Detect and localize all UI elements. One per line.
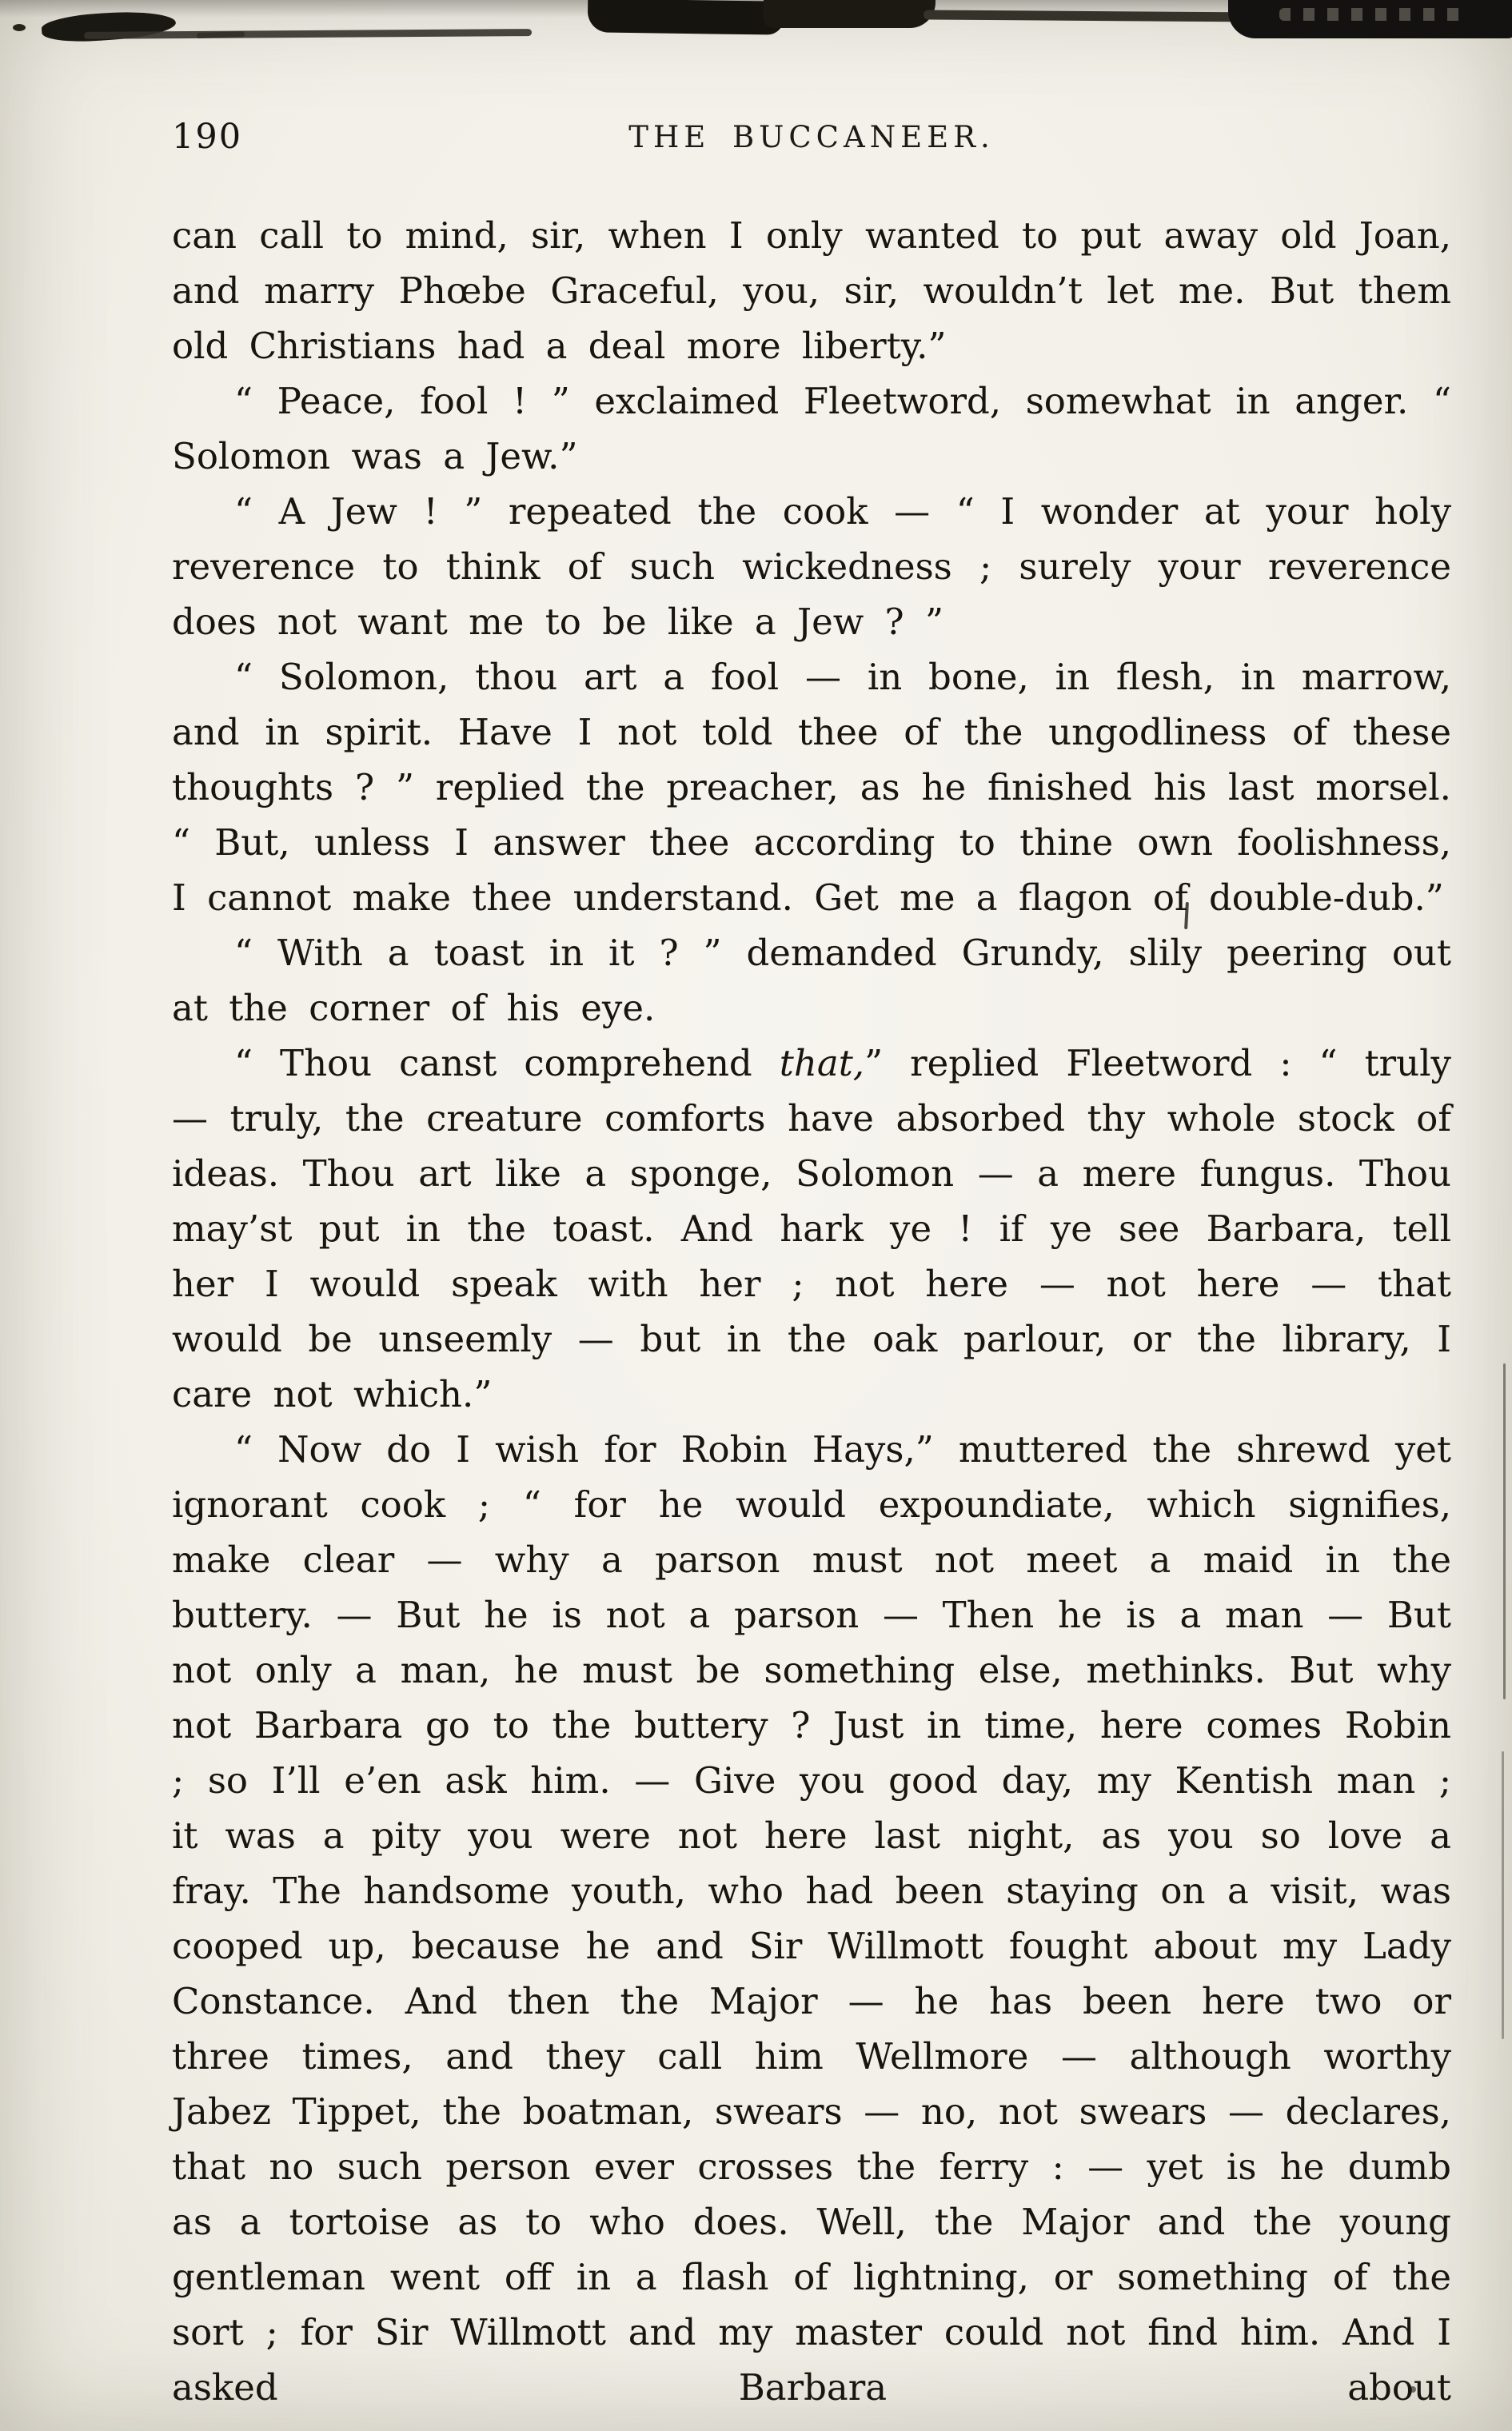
body-text-segment: “ A Jew ! ” repeated the cook — “ I wonder at your holy reverence to think of such wickedness ; surely your reverence does not want me to be like a Jew ? ” [172,490,1451,643]
page-header [172,117,1451,163]
paragraph [172,208,1451,373]
paragraph [172,1036,1451,1422]
body-text-segment: “ Peace, fool ! ” exclaimed Fleetword, somewhat in anger. “ Solomon was a Jew.” [172,380,1451,477]
scan-edge-line [1503,1363,1506,1699]
scan-ink-blob [41,8,177,45]
body-text-segment: “ Thou canst comprehend [234,1042,780,1084]
paragraph [172,484,1451,649]
body-text-segment: ” replied Fleetword : “ truly — truly, the creature comforts have absorbed thy whole stock of ideas. Thou art like a sponge, Solomon — a mere fungus. Thou may’st put in the toast. And hark ye ! if ye see Barbara, tell her I would speak with her ; not here — not here — that would be unseemly — but in the oak parlour, or the library, I care not which.” [172,1042,1451,1415]
running-title: THE BUCCANEER. [628,120,995,154]
paragraph [172,925,1451,1036]
paragraph [172,1422,1451,2415]
body-text-segment: “ With a toast in it ? ” demanded Grundy, slily peering out at the corner of his eye. [172,932,1451,1029]
paragraph [172,649,1451,925]
body-text-segment: “ Now do I wish for Robin Hays,” muttered the shrewd yet ignorant cook ; “ for he would expoundiate, which signifies, make clear — why a parson must not meet a maid in the buttery. — But he is not a parson — Then he is a man — But not only a man, he must be something else, methinks. But why not Barbara go to the buttery ? Just in time, here comes Robin ; so I’ll e’en ask him. — Give you good day, my Kentish man ; it was a pity you were not here last night, as you so love a fray. The handsome youth, who had been staying on a visit, was cooped up, because he and Sir Willmott fought about my Lady Constance. And then the Major — he has been here two or three times, and they call him Wellmore — although worthy Jabez Tippet, the boatman, swears — no, not swears — declares, that no such person ever crosses the ferry : — yet is he dumb as a tortoise as to who does. Well, the Major and the young gentleman went off in a flash of lightning, or something of the sort ; for Sir Willmott and my master could not find him. And I asked Barbara about [172,1428,1451,2409]
body-text-segment: can call to mind, sir, when I only wanted to put away old Joan, and marry Phœbe Graceful, you, sir, wouldn’t let me. But them old Christians had a deal more liberty.” [172,214,1451,367]
text-block [172,208,1451,2415]
scan-edge-line [1502,1751,1504,2039]
body-text-segment: “ Solomon, thou art a fool — in bone, in flesh, in marrow, and in spirit. Have I not told thee of the ungodliness of these thoughts ? ” replied the preacher, as he finished his last morsel. “ But, unless I answer thee according to thine own foolishness, I cannot make thee understand. Get me a flagon of double-dub.” [172,656,1451,919]
scan-speck [13,24,26,31]
page-number: 190 [172,117,243,157]
page-content [172,0,1451,2415]
italic-text: that, [779,1042,865,1084]
paragraph [172,373,1451,484]
